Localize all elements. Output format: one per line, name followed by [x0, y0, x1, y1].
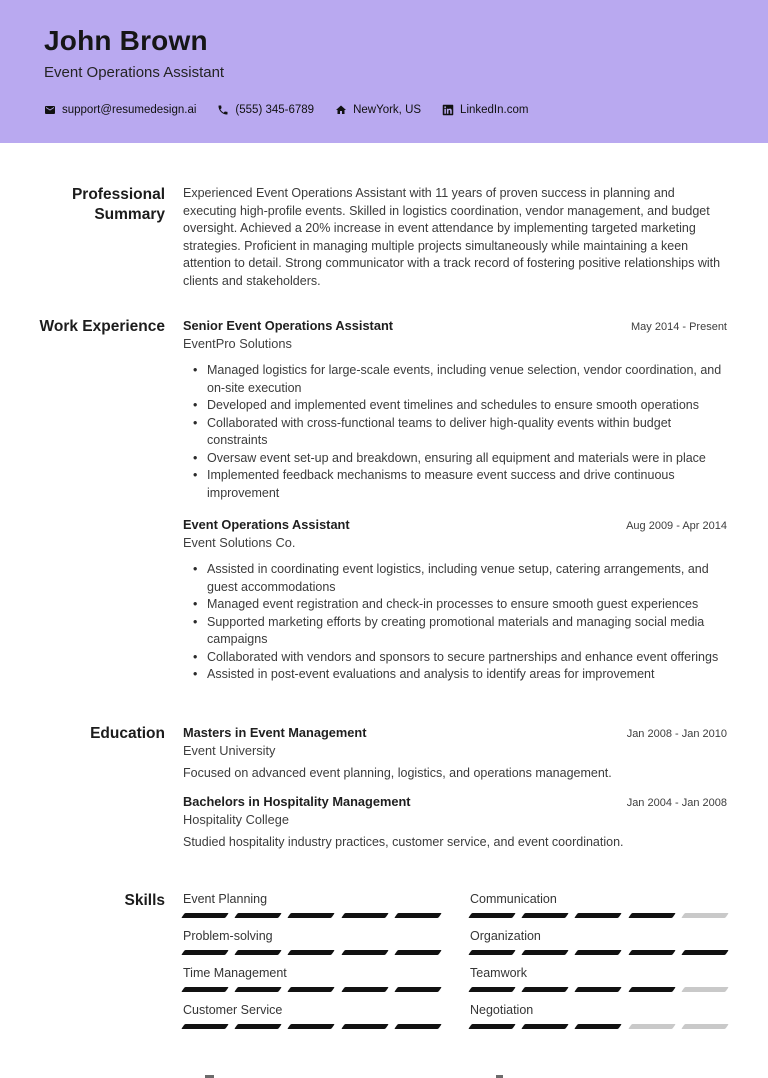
skill-level-segment	[575, 950, 623, 955]
skills-grid	[183, 891, 727, 1029]
degree-title: Masters in Event Management	[183, 724, 367, 740]
skill-level-segment	[234, 1024, 282, 1029]
skill-level-segment	[341, 1024, 389, 1029]
skill-name: Negotiation	[470, 1002, 534, 1017]
bullet-item: • Assisted in coordinating event logistics, including venue setup, catering arrangements, and guest accommodations	[183, 561, 727, 596]
skill-level-segment	[521, 950, 569, 955]
skill-level-bar	[470, 987, 727, 992]
skill-level-bar	[183, 950, 440, 955]
bullet-item: • Collaborated with vendors and sponsors to secure partnerships and enhance event offerings	[183, 649, 727, 667]
education-entry	[183, 724, 727, 783]
section-education	[0, 724, 727, 863]
skill-level-segment	[341, 913, 389, 918]
skill-level-segment	[575, 913, 623, 918]
skill-level-segment	[468, 950, 516, 955]
job-list	[183, 317, 727, 698]
skill-name: Time Management	[183, 965, 287, 980]
job-header	[183, 317, 727, 335]
skill-name: Communication	[470, 891, 557, 906]
skill-level-segment	[288, 987, 336, 992]
education-entry	[183, 793, 727, 852]
skill-level-bar	[183, 1024, 440, 1029]
contact-location-text: NewYork, US	[353, 104, 422, 116]
skill-level-segment	[181, 987, 229, 992]
skill-level-segment	[628, 987, 676, 992]
section-title-skills: Skills	[124, 891, 165, 909]
skill-item	[470, 891, 727, 918]
skill-level-segment	[575, 987, 623, 992]
skill-level-segment	[181, 950, 229, 955]
skill-level-segment	[468, 1024, 516, 1029]
job-bullet-list	[183, 362, 727, 502]
school-name: Event University	[183, 742, 276, 758]
section-skills	[0, 891, 727, 1029]
education-dates: Jan 2004 - Jan 2008	[626, 797, 727, 809]
job-dates: May 2014 - Present	[631, 321, 727, 333]
skill-name: Teamwork	[470, 965, 527, 980]
skill-level-segment	[234, 913, 282, 918]
skill-level-bar	[470, 950, 727, 955]
skill-name: Organization	[470, 928, 541, 943]
skill-level-segment	[288, 1024, 336, 1029]
phone-icon	[217, 104, 229, 116]
skill-level-segment	[681, 1024, 729, 1029]
skill-level-segment	[681, 913, 729, 918]
skill-level-segment	[521, 913, 569, 918]
person-job-title: Event Operations Assistant	[44, 64, 225, 81]
job-bullet-list	[183, 561, 727, 684]
bullet-item: • Developed and implemented event timelines and schedules to ensure smooth operations	[183, 397, 727, 415]
education-header	[183, 724, 727, 742]
skill-level-segment	[341, 987, 389, 992]
skill-level-bar	[183, 987, 440, 992]
bullet-item: • Collaborated with cross-functional teams to deliver high-quality events within budget constraints	[183, 415, 727, 450]
skill-level-segment	[341, 950, 389, 955]
contact-phone-text: (555) 345-6789	[235, 104, 315, 116]
skill-level-segment	[234, 950, 282, 955]
education-description: Focused on advanced event planning, logistics, and operations management.	[183, 765, 612, 780]
section-title-experience: Work Experience	[39, 318, 165, 335]
skill-level-segment	[468, 987, 516, 992]
home-icon	[335, 104, 347, 116]
skill-level-segment	[681, 987, 729, 992]
resume-header	[0, 0, 768, 143]
skill-level-segment	[628, 913, 676, 918]
skill-level-segment	[394, 950, 442, 955]
skill-level-segment	[394, 913, 442, 918]
skill-item	[470, 965, 727, 992]
skill-item	[183, 965, 440, 992]
contact-location	[335, 104, 421, 116]
skill-level-segment	[394, 987, 442, 992]
skill-item	[183, 928, 440, 955]
skill-name: Customer Service	[183, 1002, 283, 1017]
job-title: Senior Event Operations Assistant	[183, 318, 394, 333]
education-header	[183, 793, 727, 811]
job-company: Event Solutions Co.	[183, 535, 296, 550]
skill-level-segment	[288, 950, 336, 955]
contact-email	[44, 104, 196, 116]
education-dates: Jan 2008 - Jan 2010	[626, 727, 727, 740]
bullet-item: • Supported marketing efforts by creating promotional materials and managing social media campaigns	[183, 614, 727, 649]
bullet-item: • Assisted in post-event evaluations and analysis to identify areas for improvement	[183, 666, 727, 684]
job-entry	[183, 317, 727, 502]
skill-level-segment	[468, 913, 516, 918]
skill-level-segment	[521, 1024, 569, 1029]
contact-linkedin	[442, 104, 528, 116]
job-company: EventPro Solutions	[183, 336, 292, 351]
skill-name: Problem-solving	[183, 928, 273, 943]
bullet-item: • Implemented feedback mechanisms to measure event success and drive continuous improvement	[183, 467, 727, 502]
skill-level-segment	[288, 913, 336, 918]
skill-item	[470, 1002, 727, 1029]
contact-email-text: support@resumedesign.ai	[62, 104, 197, 116]
skill-level-bar	[183, 913, 440, 918]
skill-item	[183, 1002, 440, 1029]
skill-level-segment	[575, 1024, 623, 1029]
skill-level-bar	[470, 913, 727, 918]
bullet-item: • Oversaw event set-up and breakdown, ensuring all equipment and materials were in place	[183, 450, 727, 468]
email-icon	[44, 104, 56, 116]
skill-item	[183, 891, 440, 918]
skill-level-segment	[628, 950, 676, 955]
section-professional-summary	[0, 185, 727, 290]
section-title-education: Education	[90, 724, 165, 742]
contact-phone	[217, 104, 314, 116]
bullet-item: • Managed logistics for large-scale events, including venue selection, vendor coordination, and on-site execution	[183, 362, 727, 397]
education-list	[183, 724, 727, 863]
contact-row	[44, 104, 724, 116]
skill-level-segment	[521, 987, 569, 992]
resume-body	[0, 143, 768, 1029]
person-name: John Brown	[44, 25, 208, 56]
skill-level-segment	[681, 950, 729, 955]
skill-level-segment	[394, 1024, 442, 1029]
skill-level-segment	[181, 913, 229, 918]
skill-name: Event Planning	[183, 891, 268, 906]
job-header	[183, 516, 727, 534]
skill-level-segment	[181, 1024, 229, 1029]
linkedin-icon	[442, 104, 454, 116]
summary-paragraph: Experienced Event Operations Assistant with 11 years of proven success in planning and executing high-profile events. Skilled in logistics coordination, vendor management, and budget oversight. Achieved a 20% increase in event attendance by implementing targeted marketing strategies. Proficient in managing multiple projects simultaneously while maintaining a keen attention to detail. Strong communicator with a track record of fostering positive relationships with clients and stakeholders.	[183, 186, 721, 288]
section-work-experience	[0, 317, 727, 698]
degree-title: Bachelors in Hospitality Management	[183, 794, 411, 809]
job-title: Event Operations Assistant	[183, 517, 350, 532]
skill-level-segment	[628, 1024, 676, 1029]
skill-level-segment	[234, 987, 282, 992]
education-description: Studied hospitality industry practices, customer service, and event coordination.	[183, 835, 624, 849]
skill-level-bar	[470, 1024, 727, 1029]
job-dates: Aug 2009 - Apr 2014	[626, 520, 727, 532]
job-entry	[183, 516, 727, 684]
school-name: Hospitality College	[183, 812, 289, 827]
bullet-item: • Managed event registration and check-in processes to ensure smooth guest experiences	[183, 596, 727, 614]
section-title-summary: Professional Summary	[71, 186, 165, 223]
contact-linkedin-text: LinkedIn.com	[460, 104, 529, 116]
skill-item	[470, 928, 727, 955]
